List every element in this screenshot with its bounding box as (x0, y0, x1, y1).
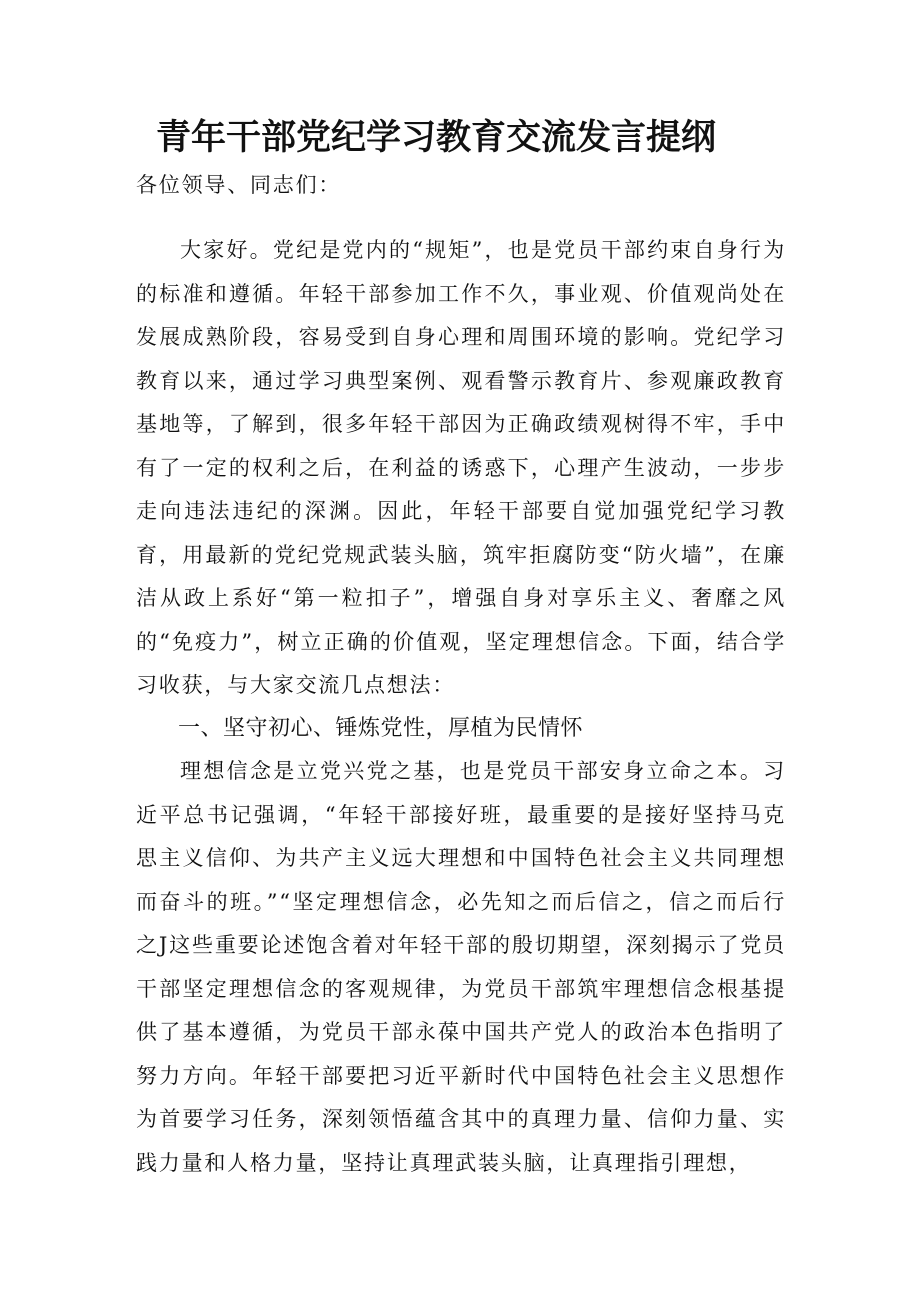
paragraph-section-1: 理想信念是立党兴党之基，也是党员干部安身立命之本。习近平总书记强调，“年轻干部接好班，最重要的是接好坚持马克思主义信仰、为共产主义远大理想和中国特色社会主义共同理想而奋斗的班。”“坚定理想信念，必先知之而后信之，信之而后行之J这些重要论述饱含着对年轻干部的殷切期望，深刻揭示了党员干部坚定理想信念的客观规律，为党员干部筑牢理想信念根基提供了基本遵循，为党员干部永葆中国共产党人的政治本色指明了努力方向。年轻干部要把习近平新时代中国特色社会主义思想作为首要学习任务，深刻领悟蕴含其中的真理力量、信仰力量、实践力量和人格力量，坚持让真理武装头脑，让真理指引理想， (136, 759, 786, 1175)
salutation: 各位领导、同志们： (136, 173, 342, 197)
paragraph-intro: 大家好。党纪是党内的“规矩”，也是党员干部约束自身行为的标准和遵循。年轻干部参加工作不久，事业观、价值观尚处在发展成熟阶段，容易受到自身心理和周围环境的影响。党纪学习教育以来，通过学习典型案例、观看警示教育片、参观廉政教育基地等，了解到，很多年轻干部因为正确政绩观树得不牢，手中有了一定的权利之后，在利益的诱惑下，心理产生波动，一步步走向违法违纪的深渊。因此，年轻干部要自觉加强党纪学习教育，用最新的党纪党规武装头脑，筑牢拒腐防变“防火墙”，在廉洁从政上系好“第一粒扣子”，增强自身对享乐主义、奢靡之风的“免疫力”，树立正确的价值观，坚定理想信念。下面，结合学习收获，与大家交流几点想法： (136, 238, 786, 697)
document-title: 青年干部党纪学习教育交流发言提纲 (155, 118, 716, 158)
section-heading-1: 一、坚守初心、锤炼党性，厚植为民情怀 (178, 716, 584, 741)
